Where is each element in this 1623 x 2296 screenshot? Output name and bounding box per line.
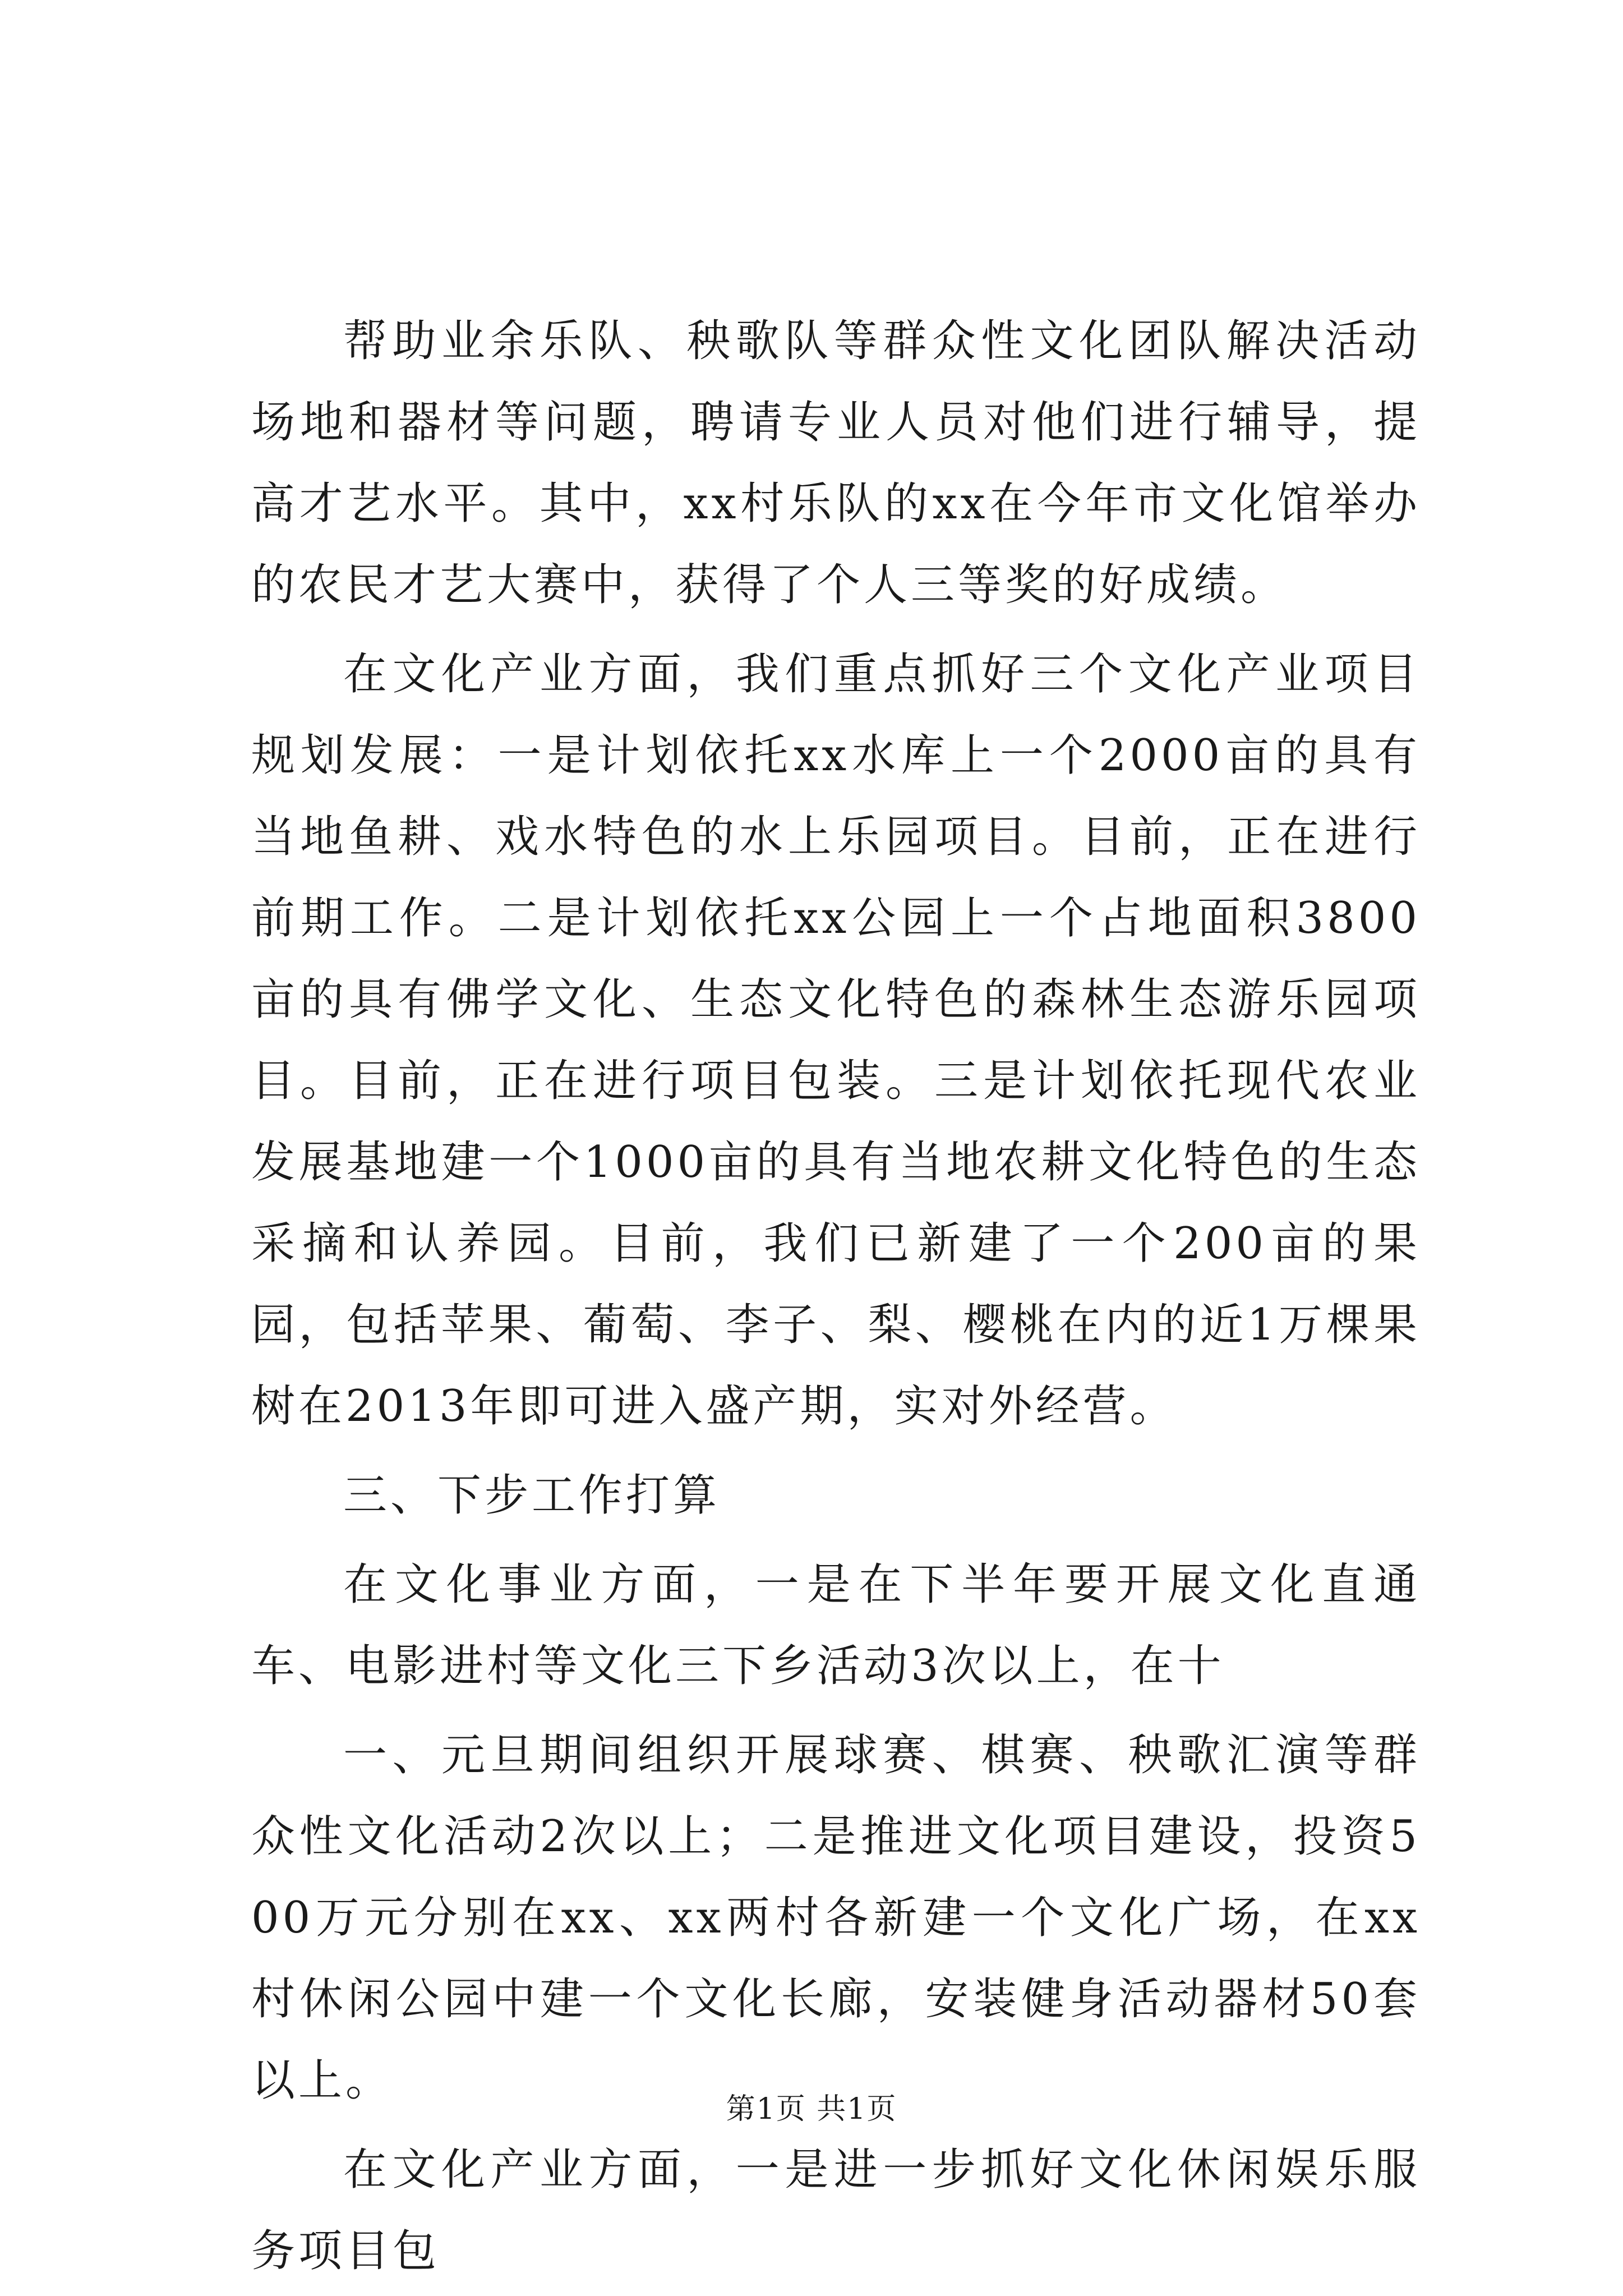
paragraph-spacer — [251, 1536, 1421, 1544]
paragraph-new-year-activities: 一、元旦期间组织开展球赛、棋赛、秧歌汇演等群众性文化活动2次以上；二是推进文化项目建设，投资500万元分别在xx、xx两村各新建一个文化广场，在xx村休闲公园中建一个文化长廊，安装健身活动器材50套以上。 — [251, 1730, 1421, 2106]
paragraph-spacer — [251, 626, 1421, 634]
paragraph-spacer — [251, 1707, 1421, 1715]
paragraph-culture-industry-plan: 在文化产业方面，一是进一步抓好文化休闲娱乐服务项目包 — [251, 2145, 1421, 2276]
paragraph-culture-industry-projects: 在文化产业方面，我们重点抓好三个文化产业项目规划发展：一是计划依托xx水库上一个2000亩的具有当地鱼耕、戏水特色的水上乐园项目。目前，正在进行前期工作。二是计划依托xx公园上一个占地面积3800亩的具有佛学文化、生态文化特色的森林生态游乐园项目。目前，正在进行项目包装。三是计划依托现代农业发展基地建一个1000亩的具有当地农耕文化特色的生态采摘和认养园。目前，我们已新建了一个200亩的果园，包括苹果、葡萄、李子、梨、樱桃在内的近1万棵果树在2013年即可进入盛产期，实对外经营。 — [251, 649, 1421, 1432]
section-heading-next-steps: 三、下步工作打算 — [343, 1470, 721, 1521]
paragraph-culture-undertakings: 在文化事业方面，一是在下半年要开展文化直通车、电影进村等文化三下乡活动3次以上，在十 — [251, 1559, 1421, 1691]
page-footer: 第1页 共1页 — [726, 2092, 897, 2126]
document-body — [251, 301, 1421, 2292]
paragraph-culture-teams: 帮助业余乐队、秧歌队等群众性文化团队解决活动场地和器材等问题，聘请专业人员对他们进行辅导，提高才艺水平。其中，xx村乐队的xx在今年市文化馆举办的农民才艺大赛中，获得了个人三等奖的好成绩。 — [251, 316, 1421, 610]
paragraph-spacer — [251, 1447, 1421, 1455]
